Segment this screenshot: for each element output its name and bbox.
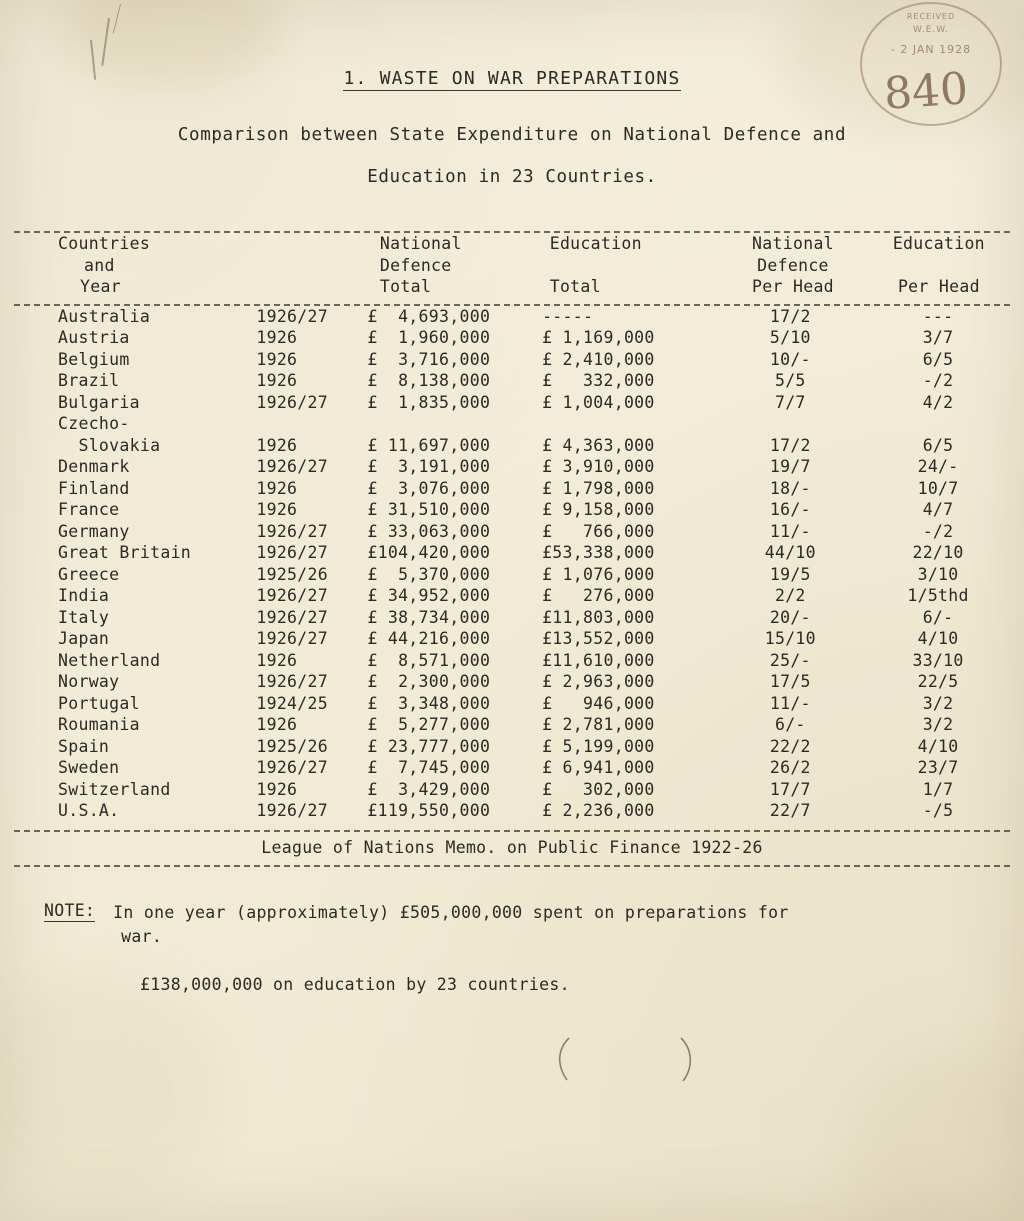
header-year-spacer-1	[275, 233, 380, 255]
table-row	[14, 779, 1012, 801]
cell-national-defence-total: £119,550,000	[367, 801, 491, 820]
cell-education-total: £ 3,910,000	[542, 457, 655, 476]
cell-education-total	[542, 413, 716, 435]
cell-national-defence-total	[367, 413, 542, 435]
cell-national-defence-total: £ 3,076,000	[367, 478, 491, 498]
cell-education-total: £ 766,000	[542, 521, 655, 541]
cell-country: France	[58, 500, 120, 519]
cell-national-defence-per-head: 5/10	[769, 328, 811, 347]
cell-education-per-head: 1/7	[922, 779, 954, 799]
cell-national-defence-per-head: 44/10	[764, 543, 816, 562]
table-row	[14, 456, 1012, 478]
table-row	[14, 671, 1012, 693]
cell-year: 1925/26	[256, 736, 328, 756]
header-ed-line1: Education	[549, 234, 642, 253]
cell-education-per-head: 6/-	[922, 607, 954, 627]
cell-country: Belgium	[58, 349, 130, 369]
cell-national-defence-per-head: 6/-	[774, 715, 806, 734]
cell-year: 1926	[256, 328, 298, 347]
cell-national-defence-per-head: 11/-	[769, 693, 811, 713]
header-ed-line3: Total	[549, 277, 601, 296]
cell-national-defence-total: £ 3,191,000	[367, 457, 491, 476]
table-row	[14, 413, 1012, 435]
cell-education-total: £ 1,798,000	[542, 478, 655, 498]
cell-national-defence-per-head: 17/2	[769, 306, 811, 326]
cell-national-defence-per-head: 19/5	[769, 564, 811, 584]
table-row	[14, 693, 1012, 715]
cell-country: Germany	[58, 521, 130, 541]
header-ndh-line2: Defence	[757, 255, 829, 275]
cell-education-total: £ 4,363,000	[542, 435, 655, 455]
header-nd-line1: National	[379, 234, 462, 253]
cell-national-defence-total: £ 23,777,000	[367, 736, 491, 756]
cell-national-defence-per-head: 26/2	[769, 758, 811, 777]
cell-education-per-head: 23/7	[917, 758, 959, 777]
note-block	[44, 901, 1024, 949]
cell-national-defence-total: £ 33,063,000	[367, 521, 491, 541]
table-header-row-3	[14, 276, 1012, 298]
cell-national-defence-total: £ 5,277,000	[367, 715, 491, 734]
table-header-row-2	[14, 255, 1012, 277]
cell-year: 1926/27	[256, 457, 328, 476]
cell-national-defence-total: £ 5,370,000	[367, 564, 491, 584]
cell-education-total: £ 2,963,000	[542, 672, 655, 691]
cell-country: Czecho-	[58, 414, 130, 433]
cell-national-defence-total: £ 3,348,000	[367, 693, 491, 713]
table-row	[14, 349, 1012, 371]
header-ed-line2	[550, 255, 721, 277]
cell-education-per-head: 4/10	[917, 736, 959, 756]
cell-national-defence-per-head: 17/7	[769, 779, 811, 799]
header-edh-line3: Per Head	[897, 277, 980, 296]
cell-country: Austria	[58, 328, 130, 347]
cell-country: India	[58, 586, 110, 605]
cell-national-defence-per-head	[717, 413, 865, 435]
cell-national-defence-per-head: 16/-	[769, 500, 811, 519]
source-citation: League of Nations Memo. on Public Finance 1922-26	[261, 837, 763, 857]
cell-education-per-head: 4/2	[922, 392, 954, 412]
cell-country: Denmark	[58, 457, 130, 476]
subtitle-line-1: Comparison between State Expenditure on National Defence and	[177, 125, 847, 145]
cell-education-per-head: -/5	[922, 801, 954, 820]
cell-country: Portugal	[58, 693, 140, 713]
table-row	[14, 542, 1012, 564]
table-row	[14, 736, 1012, 758]
cell-year: 1926/27	[256, 629, 328, 648]
table-row	[14, 435, 1012, 457]
cell-national-defence-per-head: 2/2	[774, 586, 806, 605]
cell-education-total: £ 2,410,000	[542, 349, 655, 369]
header-ndh-line1: National	[752, 234, 834, 253]
cell-education-total: £ 2,236,000	[542, 801, 655, 820]
cell-country: Bulgaria	[58, 392, 140, 412]
cell-year	[256, 413, 367, 435]
cell-education-per-head: 6/5	[922, 349, 954, 369]
cell-national-defence-total: £ 31,510,000	[367, 500, 491, 519]
cell-year: 1926/27	[256, 521, 328, 541]
cell-year: 1926/27	[256, 306, 328, 326]
cell-education-per-head: 3/2	[922, 693, 954, 713]
cell-national-defence-total: £ 3,429,000	[367, 779, 491, 799]
cell-education-total: -----	[542, 306, 594, 326]
cell-national-defence-per-head: 25/-	[769, 650, 811, 670]
header-year-spacer-3	[275, 276, 380, 298]
cell-national-defence-total: £ 44,216,000	[367, 629, 491, 648]
expenditure-table-body	[14, 306, 1012, 822]
cell-education-per-head: 6/5	[922, 435, 954, 455]
note-body	[113, 901, 788, 949]
cell-year: 1926	[256, 779, 298, 799]
cell-education-total: £ 1,076,000	[542, 564, 655, 584]
header-edh-line2	[866, 255, 1012, 277]
table-row	[14, 478, 1012, 500]
table-row	[14, 499, 1012, 521]
table-row	[14, 757, 1012, 779]
cell-education-per-head: 4/7	[922, 500, 954, 519]
cell-national-defence-total: £ 1,960,000	[367, 328, 491, 347]
cell-national-defence-total: £ 1,835,000	[367, 392, 491, 412]
cell-country: Spain	[58, 736, 110, 756]
cell-year: 1926	[256, 435, 298, 455]
cell-national-defence-total: £ 8,138,000	[367, 371, 491, 390]
table-row	[14, 564, 1012, 586]
cell-national-defence-total: £104,420,000	[367, 543, 491, 562]
subtitle-line-2: Education in 23 Countries.	[367, 167, 657, 187]
paper-stain	[0, 980, 220, 1200]
cell-national-defence-per-head: 11/-	[769, 521, 811, 541]
page-title-text: 1. WASTE ON WAR PREPARATIONS	[343, 68, 681, 89]
cell-education-per-head: 22/10	[912, 543, 964, 562]
cell-year: 1926/27	[256, 543, 328, 562]
cell-year: 1926	[256, 500, 298, 519]
cell-country: Netherland	[58, 650, 161, 670]
cell-education-per-head: 1/5thd	[907, 586, 969, 605]
cell-education-per-head: 10/7	[917, 478, 959, 498]
table-row	[14, 650, 1012, 672]
header-year-spacer-2	[275, 255, 380, 277]
cell-year: 1926	[256, 715, 298, 734]
cell-education-total: £53,338,000	[542, 543, 655, 562]
cell-education-total: £ 276,000	[542, 586, 655, 605]
table-row	[14, 628, 1012, 650]
table-row	[14, 800, 1012, 822]
cell-education-total: £11,610,000	[542, 650, 655, 670]
header-edh-line1: Education	[892, 234, 985, 253]
cell-country: U.S.A.	[58, 801, 120, 820]
stamp-mid-text: W.E.W.	[912, 25, 949, 35]
cell-education-per-head: 3/7	[922, 328, 954, 347]
cell-education-per-head: 22/5	[917, 672, 959, 691]
cell-national-defence-total: £ 34,952,000	[367, 586, 491, 605]
cell-year: 1926	[256, 349, 298, 369]
table-row	[14, 370, 1012, 392]
cell-year: 1926	[256, 371, 298, 390]
stamp-date-text: - 2 JAN 1928	[890, 43, 972, 56]
cell-national-defence-total: £ 2,300,000	[367, 672, 491, 691]
table-row	[14, 607, 1012, 629]
table-body	[14, 306, 1012, 822]
cell-year: 1926/27	[256, 758, 328, 777]
cell-national-defence-total: £ 8,571,000	[367, 650, 491, 670]
cell-national-defence-per-head: 17/5	[769, 672, 811, 691]
cell-country: Great Britain	[58, 543, 192, 562]
cell-education-total: £13,552,000	[542, 629, 655, 648]
cell-education-per-head: -/2	[922, 521, 954, 541]
cell-education-per-head: -/2	[922, 371, 954, 390]
cell-national-defence-total: £ 4,693,000	[367, 306, 491, 326]
table-row	[14, 327, 1012, 349]
header-countries-line1: Countries	[58, 234, 151, 253]
cell-country: Sweden	[58, 758, 120, 777]
cell-national-defence-per-head: 22/2	[769, 736, 811, 756]
cell-national-defence-per-head: 18/-	[769, 478, 811, 498]
cell-national-defence-per-head: 7/7	[774, 392, 806, 412]
cell-country: Switzerland	[58, 779, 171, 799]
cell-national-defence-total: £ 38,734,000	[367, 607, 491, 627]
cell-country: Australia	[58, 306, 151, 326]
note-line-1: In one year (approximately) £505,000,000 spent on preparations for	[113, 902, 789, 922]
cell-country: Slovakia	[58, 435, 161, 455]
cell-year: 1926/27	[256, 672, 328, 691]
cell-education-per-head: 33/10	[912, 650, 964, 670]
cell-education-total: £ 5,199,000	[542, 736, 655, 756]
cell-education-total: £ 9,158,000	[542, 500, 655, 519]
cell-country: Finland	[58, 478, 130, 498]
cell-education-total: £ 1,004,000	[542, 392, 655, 412]
header-countries-line3: Year	[80, 277, 121, 296]
note-education-line: £138,000,000 on education by 23 countries.	[140, 974, 570, 994]
header-countries-line2: and	[84, 255, 115, 275]
paper-stain	[850, 1050, 1024, 1221]
cell-national-defence-per-head: 10/-	[769, 349, 811, 369]
handwritten-reference-number: 840	[882, 63, 970, 120]
cell-year: 1926	[256, 478, 298, 498]
cell-country: Greece	[58, 564, 120, 584]
cell-year: 1926	[256, 650, 298, 670]
cell-national-defence-total: £ 7,745,000	[367, 758, 491, 777]
cell-education-total: £ 332,000	[542, 371, 655, 390]
cell-year: 1925/26	[256, 564, 328, 584]
cell-year: 1924/25	[256, 693, 328, 713]
table-row	[14, 585, 1012, 607]
note-line-2: war.	[121, 926, 163, 946]
cell-year: 1926/27	[256, 392, 328, 412]
cell-education-total: £ 302,000	[542, 779, 655, 799]
table-row	[14, 714, 1012, 736]
cell-national-defence-per-head: 19/7	[769, 457, 811, 476]
cell-education-total: £ 6,941,000	[542, 758, 655, 777]
handwritten-bracket-mark	[555, 1036, 695, 1082]
stamp-top-text: RECEIVED	[906, 12, 956, 21]
cell-country: Japan	[58, 629, 110, 648]
cell-year: 1926/27	[256, 801, 328, 820]
header-nd-line3: Total	[379, 277, 432, 296]
cell-national-defence-per-head: 15/10	[764, 629, 816, 648]
cell-national-defence-per-head: 5/5	[774, 371, 806, 390]
cell-education-per-head: ---	[922, 306, 954, 326]
header-nd-line2: Defence	[379, 255, 452, 275]
table-header-row-1	[14, 233, 1012, 255]
cell-country: Norway	[58, 672, 120, 691]
source-bottom-divider	[14, 865, 1010, 867]
cell-education-per-head	[864, 413, 1012, 435]
table-bottom-divider	[14, 830, 1010, 832]
cell-national-defence-per-head: 20/-	[769, 607, 811, 627]
table-row	[14, 521, 1012, 543]
cell-education-per-head: 24/-	[917, 457, 959, 476]
table-row	[14, 392, 1012, 414]
cell-education-per-head: 3/10	[917, 564, 959, 584]
expenditure-table	[14, 233, 1012, 298]
cell-education-per-head: 4/10	[917, 629, 959, 648]
table-header	[14, 233, 1012, 298]
cell-education-total: £ 1,169,000	[542, 328, 655, 347]
cell-national-defence-per-head: 17/2	[769, 435, 811, 455]
cell-year: 1926/27	[256, 586, 328, 605]
cell-education-total: £ 2,781,000	[542, 715, 655, 734]
cell-year: 1926/27	[256, 607, 328, 627]
cell-education-total: £11,803,000	[542, 607, 655, 627]
cell-education-total: £ 946,000	[542, 693, 655, 713]
note-label: NOTE:	[44, 900, 96, 920]
table-row	[14, 306, 1012, 328]
cell-country: Brazil	[58, 371, 120, 390]
cell-national-defence-total: £ 3,716,000	[367, 349, 491, 369]
page-title	[0, 68, 1024, 89]
cell-country: Italy	[58, 607, 110, 627]
cell-education-per-head: 3/2	[922, 715, 954, 734]
cell-national-defence-per-head: 22/7	[769, 801, 811, 820]
cell-country: Roumania	[58, 715, 140, 734]
cell-national-defence-total: £ 11,697,000	[367, 435, 491, 455]
header-ndh-line3: Per Head	[752, 277, 834, 296]
